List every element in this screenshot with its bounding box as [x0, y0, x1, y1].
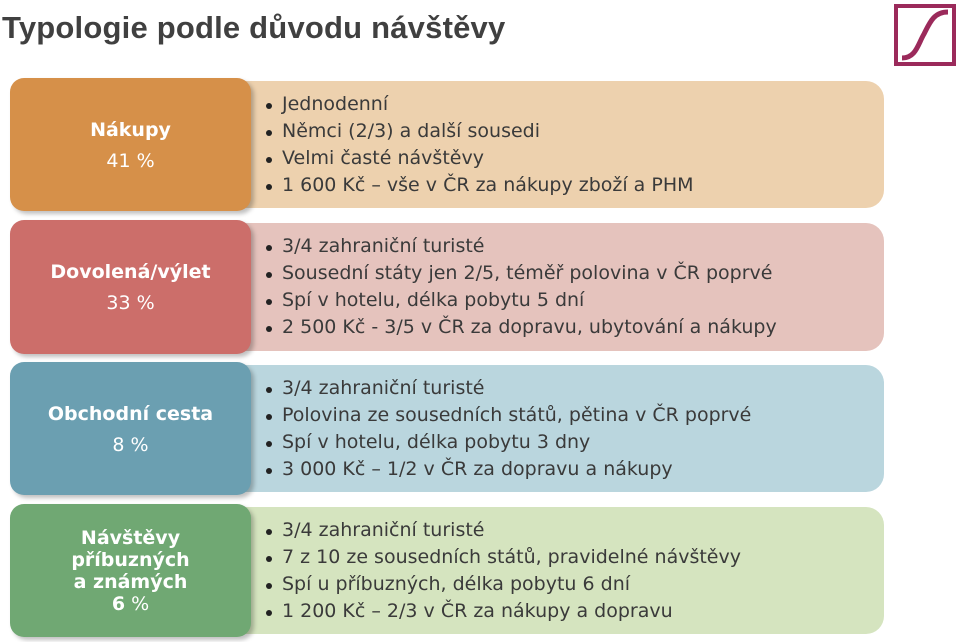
- list-item: Spí u příbuzných, délka pobytu 6 dní: [266, 571, 741, 598]
- page-title: Typologie podle důvodu návštěvy: [2, 10, 506, 45]
- category-vacation: [10, 220, 251, 354]
- category-name-line: příbuzných: [71, 548, 190, 571]
- list-item: Polovina ze sousedních států, pětina v ČR poprvé: [266, 402, 751, 429]
- category-percent-unit: %: [125, 592, 150, 615]
- info-panel-shopping: [244, 81, 884, 208]
- category-percent: 8 %: [112, 433, 149, 456]
- list-item: 7 z 10 ze sousedních států, pravidelné návštěvy: [266, 544, 741, 571]
- list-item: Sousední státy jen 2/5, téměř polovina v ČR poprvé: [266, 260, 777, 287]
- list-item: 1 600 Kč – vše v ČR za nákupy zboží a PHM: [266, 172, 694, 199]
- category-shopping: [10, 78, 251, 211]
- list-item: Němci (2/3) a další sousedi: [266, 118, 694, 145]
- info-panel-vacation: [244, 223, 884, 351]
- info-panel-business: [244, 365, 884, 492]
- category-percent: 41 %: [106, 149, 155, 172]
- list-item: Velmi časté návštěvy: [266, 145, 694, 172]
- info-list-relatives: [266, 507, 741, 634]
- list-item: 3/4 zahraniční turisté: [266, 233, 777, 260]
- category-name-line: a známých: [73, 570, 188, 593]
- info-list-shopping: [266, 81, 694, 208]
- info-list-business: [266, 365, 751, 492]
- list-item: Spí v hotelu, délka pobytu 5 dní: [266, 287, 777, 314]
- category-percent-value: 6: [111, 592, 126, 615]
- category-name: Dovolená/výlet: [50, 261, 211, 283]
- row-vacation: [10, 220, 884, 354]
- list-item: Spí v hotelu, délka pobytu 3 dny: [266, 429, 751, 456]
- logo-icon: [894, 4, 956, 66]
- row-relatives: [10, 504, 884, 637]
- category-percent: [112, 593, 149, 615]
- info-list-vacation: [266, 223, 777, 351]
- category-name: Obchodní cesta: [47, 402, 214, 425]
- row-business: [10, 362, 884, 495]
- category-name: Nákupy: [90, 118, 171, 141]
- category-business: [10, 362, 251, 495]
- category-relatives: [10, 504, 251, 637]
- list-item: 3/4 zahraniční turisté: [266, 517, 741, 544]
- list-item: Jednodenní: [266, 91, 694, 118]
- list-item: 3/4 zahraniční turisté: [266, 375, 751, 402]
- category-name-line: Návštěvy: [80, 526, 181, 549]
- list-item: 1 200 Kč – 2/3 v ČR za nákupy a dopravu: [266, 598, 741, 625]
- list-item: 3 000 Kč – 1/2 v ČR za dopravu a nákupy: [266, 456, 751, 483]
- info-panel-relatives: [244, 507, 884, 634]
- row-shopping: [10, 78, 884, 211]
- category-percent: 33 %: [106, 292, 155, 314]
- list-item: 2 500 Kč - 3/5 v ČR za dopravu, ubytování a nákupy: [266, 314, 777, 341]
